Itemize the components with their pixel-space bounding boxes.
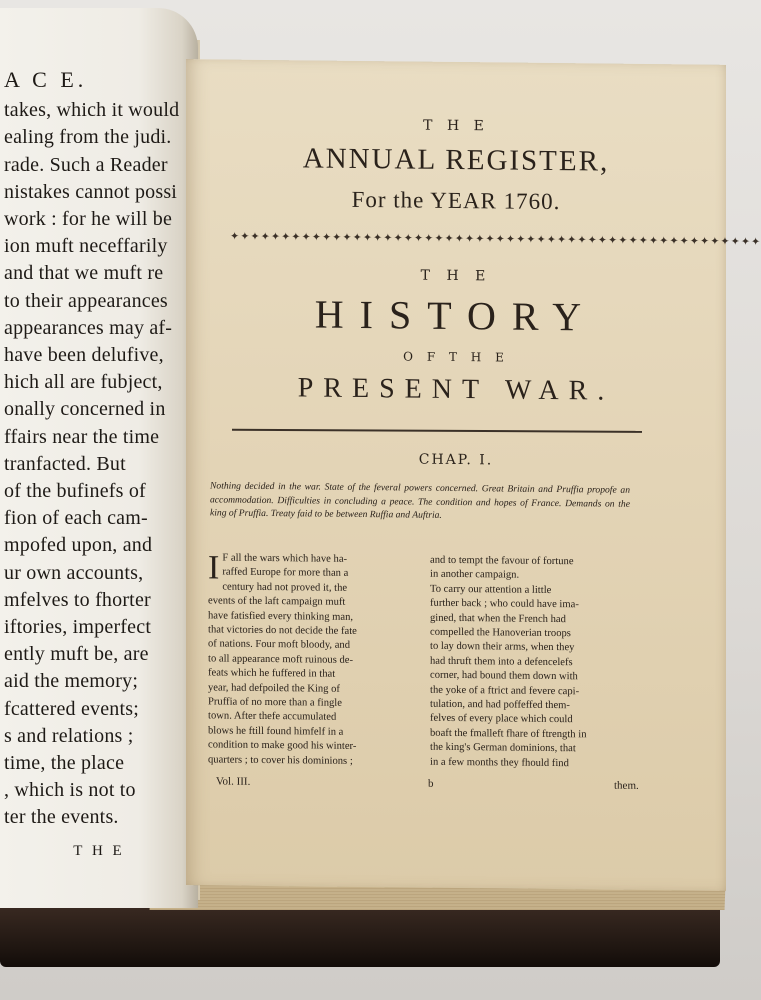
left-line: time, the place — [4, 752, 125, 775]
column-right — [430, 554, 638, 772]
present-war-heading: PRESENT WAR. — [297, 372, 615, 407]
body-line: condition to make good his winter- — [208, 739, 357, 753]
body-line: events of the laft campaign muft — [208, 595, 346, 609]
page-footer — [216, 775, 639, 792]
left-page-text — [4, 66, 194, 865]
the-heading-mid: T H E — [420, 267, 492, 285]
left-line: ur own accounts, — [4, 561, 144, 584]
body-line: to lay down their arms, when they — [430, 641, 575, 654]
body-line: century had not proved it, the — [222, 581, 348, 594]
page-title: ANNUAL REGISTER, — [302, 142, 610, 178]
left-line: mpofed upon, and — [4, 534, 153, 557]
body-line: corner, had bound them down with — [430, 669, 578, 683]
body-columns — [208, 549, 638, 769]
left-line: of the bufinefs of — [4, 480, 146, 503]
body-line: Pruffia of no more than a fingle — [208, 696, 342, 709]
body-line: had thruft them into a defencelefs — [430, 655, 573, 669]
left-line: fion of each cam- — [4, 507, 148, 530]
left-page — [0, 8, 198, 908]
body-line: town. After thefe accumulated — [208, 710, 337, 724]
body-line: feats which he fuffered in that — [208, 667, 336, 680]
body-line: gined, that when the French had — [430, 612, 566, 625]
body-line: the yoke of a ftrict and fevere capi- — [430, 684, 580, 697]
body-line: compelled the Hanoverian troops — [430, 626, 571, 640]
left-catchword: T H E — [73, 842, 125, 859]
left-line: s and relations ; — [4, 724, 134, 747]
drop-cap: I — [208, 549, 220, 587]
body-line: to all appearance moft ruinous de- — [208, 653, 354, 666]
body-line: To carry our attention a little — [430, 583, 552, 596]
left-line: aid the memory; — [4, 670, 139, 693]
right-page — [186, 59, 761, 891]
chapter-summary: Nothing decided in the war. State of the feveral powers concerned. Great Britain and Pruffia propofe an accommodation. Difficulties in concluding a peace. The condition and hopes of France. Demands on the king of Pruffia. Treaty faid to be between Ruffia and Auftria. — [210, 480, 630, 521]
ornament-rule: ✦✦✦✦✦✦✦✦✦✦✦✦✦✦✦✦✦✦✦✦✦✦✦✦✦✦✦✦✦✦✦✦✦✦✦✦✦✦✦✦✦✦✦✦✦✦✦✦✦✦✦✦ — [230, 229, 761, 249]
divider-rule — [232, 429, 642, 433]
body-line: in a few months they fhould find — [430, 756, 569, 769]
left-line: ealing from the judi. — [4, 126, 172, 149]
left-line: and that we muft re — [4, 262, 164, 285]
left-line: ter the events. — [4, 806, 119, 829]
left-line: , which is not to — [4, 779, 136, 802]
chapter-heading: CHAP. I. — [418, 451, 494, 469]
body-line: and to tempt the favour of fortune — [430, 554, 574, 568]
body-line: quarters ; to cover his dominions ; — [208, 754, 353, 767]
volume-label: Vol. III. — [216, 775, 251, 788]
catchword: them. — [614, 779, 639, 792]
the-heading-top: T H E — [423, 117, 489, 135]
body-line: further back ; who could have ima- — [430, 597, 579, 611]
body-line: that victories do not decide the fate — [208, 624, 357, 637]
left-line: work : for he will be — [4, 208, 173, 231]
left-line: rade. Such a Reader — [4, 153, 168, 176]
left-line: hich all are fubject, — [4, 371, 163, 394]
left-line: have been delufive, — [4, 344, 164, 367]
left-line: tranfacted. But — [4, 452, 126, 475]
history-heading: HISTORY — [314, 291, 598, 340]
left-line: ffairs near the time — [4, 425, 160, 448]
body-line: felves of every place which could — [430, 713, 573, 726]
left-line: ently muft be, are — [4, 643, 149, 666]
body-line: tulation, and had poffeffed them- — [430, 698, 570, 712]
body-line: have fatisfied every thinking man, — [208, 610, 354, 623]
left-line: ion muft neceffarily — [4, 235, 168, 258]
left-line: appearances may af- — [4, 316, 173, 339]
left-line: takes, which it would — [4, 99, 180, 122]
body-line: boaft the fmalleft fhare of ftrength in — [430, 727, 587, 741]
body-line: in another campaign. — [430, 569, 520, 582]
body-line: of nations. Four moft bloody, and — [208, 638, 351, 652]
left-page-heading: A C E. — [4, 67, 88, 92]
left-line: fcattered events; — [4, 697, 139, 720]
left-line: to their appearances — [4, 289, 168, 312]
body-line: F all the wars which have ha- — [222, 552, 348, 565]
body-line: raffed Europe for more than a — [222, 566, 349, 580]
left-line: onally concerned in — [4, 398, 166, 421]
body-line: blows he ftill found himfelf in a — [208, 725, 344, 738]
left-line: mfelves to fhorter — [4, 588, 151, 611]
body-line: the king's German dominions, that — [430, 742, 576, 755]
left-line: iftories, imperfect — [4, 616, 152, 639]
book-cover-bottom — [0, 905, 720, 967]
left-line: nistakes cannot possi — [4, 180, 178, 203]
column-left — [208, 551, 416, 769]
page-subtitle: For the YEAR 1760. — [351, 186, 561, 215]
of-the-heading: O F T H E — [403, 349, 509, 365]
body-line: year, had defpoiled the King of — [208, 682, 340, 695]
signature-mark: b — [428, 777, 434, 790]
